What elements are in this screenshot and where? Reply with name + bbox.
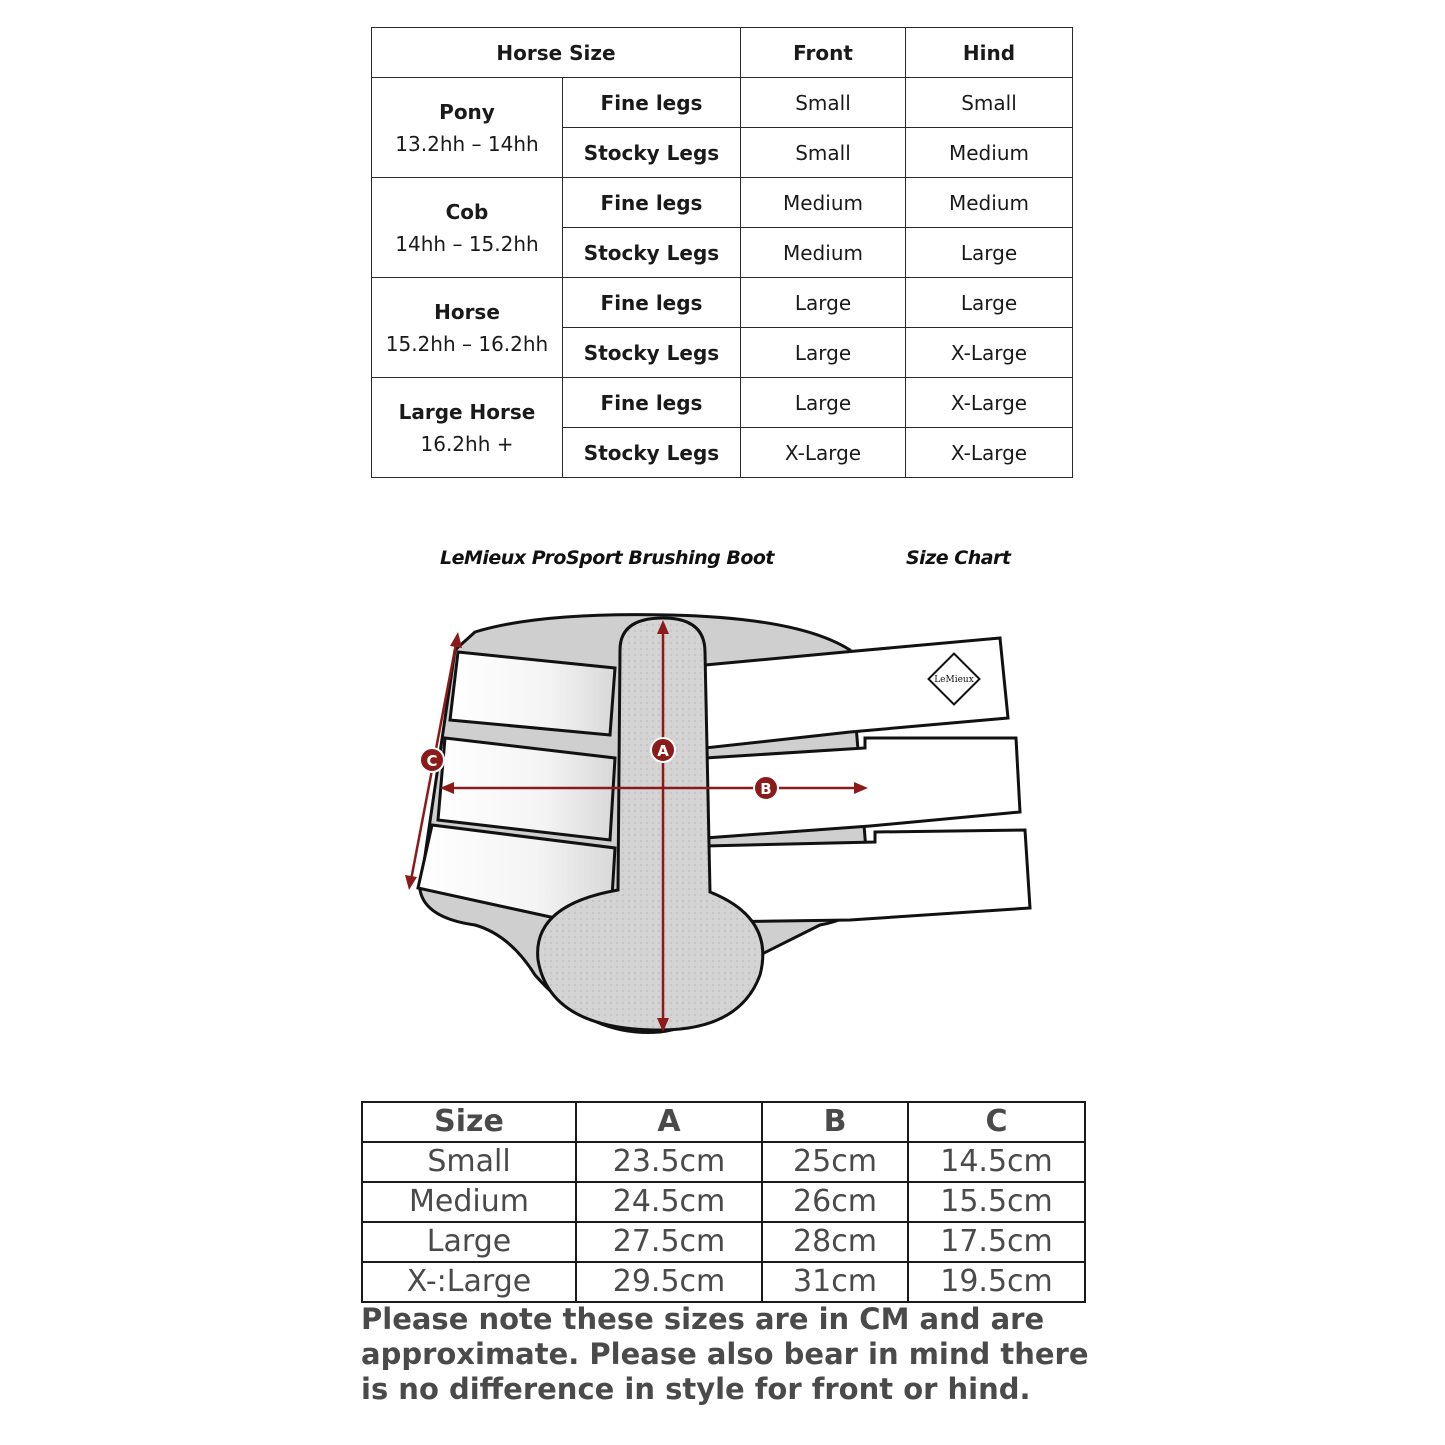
logo-text: LeMieux [934, 675, 974, 685]
boot-diagram [380, 520, 1080, 1080]
c-cell: 19.5cm [908, 1262, 1085, 1302]
hind-cell: Small [906, 78, 1073, 128]
header-row [372, 28, 1073, 78]
marker-c: C [426, 752, 438, 770]
legs-cell: Fine legs [563, 178, 741, 228]
hind-cell: X-Large [906, 328, 1073, 378]
boot-illustration [380, 520, 1080, 1080]
product-title: LeMieux ProSport Brushing Boot [440, 547, 775, 569]
hind-cell: Medium [906, 128, 1073, 178]
legs-cell: Stocky Legs [563, 228, 741, 278]
hind-cell: X-Large [906, 378, 1073, 428]
strap-bottom-right [705, 830, 1030, 922]
b-cell: 28cm [762, 1222, 908, 1262]
group-height: 15.2hh – 16.2hh [385, 331, 549, 356]
marker-b: B [760, 780, 772, 798]
front-cell: Large [741, 378, 906, 428]
size-note: Please note these sizes are in CM and are approximate. Please also bear in mind there is no difference in style for front or hind. [361, 1302, 1089, 1406]
strap-top-left [450, 652, 615, 735]
legs-cell: Stocky Legs [563, 328, 741, 378]
a-cell: 29.5cm [576, 1262, 762, 1302]
size-chart-title: Size Chart [906, 547, 1011, 569]
front-cell: Small [741, 78, 906, 128]
table-row [362, 1142, 1085, 1182]
header-a: A [576, 1102, 762, 1142]
header-front: Front [741, 28, 906, 78]
group-name: Large Horse [398, 399, 536, 424]
legs-cell: Fine legs [563, 78, 741, 128]
size-cell: Medium [362, 1182, 576, 1222]
b-cell: 31cm [762, 1262, 908, 1302]
header-size: Size [362, 1102, 576, 1142]
legs-cell: Stocky Legs [563, 428, 741, 478]
table-row [372, 78, 1073, 128]
group-cell-large-horse [372, 378, 563, 478]
header-row [362, 1102, 1085, 1142]
group-name: Horse [434, 299, 500, 324]
group-name: Pony [439, 99, 495, 124]
size-cell: X-:Large [362, 1262, 576, 1302]
front-cell: Medium [741, 228, 906, 278]
front-cell: Medium [741, 178, 906, 228]
header-b: B [762, 1102, 908, 1142]
header-c: C [908, 1102, 1085, 1142]
front-cell: Large [741, 278, 906, 328]
table-row [362, 1182, 1085, 1222]
group-height: 13.2hh – 14hh [395, 131, 539, 156]
group-height: 14hh – 15.2hh [395, 231, 539, 256]
b-cell: 25cm [762, 1142, 908, 1182]
table-row [372, 378, 1073, 428]
front-cell: Large [741, 328, 906, 378]
group-height: 16.2hh + [420, 431, 514, 456]
header-horse-size: Horse Size [372, 28, 741, 78]
hind-cell: Medium [906, 178, 1073, 228]
front-cell: X-Large [741, 428, 906, 478]
c-cell: 17.5cm [908, 1222, 1085, 1262]
hind-cell: Large [906, 278, 1073, 328]
marker-a: A [657, 742, 669, 760]
front-cell: Small [741, 128, 906, 178]
a-cell: 23.5cm [576, 1142, 762, 1182]
header-hind: Hind [906, 28, 1073, 78]
table-row [372, 178, 1073, 228]
legs-cell: Fine legs [563, 378, 741, 428]
c-cell: 15.5cm [908, 1182, 1085, 1222]
group-name: Cob [445, 199, 489, 224]
table-row [362, 1262, 1085, 1302]
hind-cell: Large [906, 228, 1073, 278]
size-cell: Large [362, 1222, 576, 1262]
legs-cell: Fine legs [563, 278, 741, 328]
a-cell: 27.5cm [576, 1222, 762, 1262]
legs-cell: Stocky Legs [563, 128, 741, 178]
group-cell-cob [372, 178, 563, 278]
b-cell: 26cm [762, 1182, 908, 1222]
table-row [362, 1222, 1085, 1262]
horse-size-table [371, 27, 1073, 478]
size-cell: Small [362, 1142, 576, 1182]
table-row [372, 278, 1073, 328]
group-cell-horse [372, 278, 563, 378]
a-cell: 24.5cm [576, 1182, 762, 1222]
c-cell: 14.5cm [908, 1142, 1085, 1182]
boot-size-table [361, 1101, 1086, 1303]
group-cell-pony [372, 78, 563, 178]
hind-cell: X-Large [906, 428, 1073, 478]
